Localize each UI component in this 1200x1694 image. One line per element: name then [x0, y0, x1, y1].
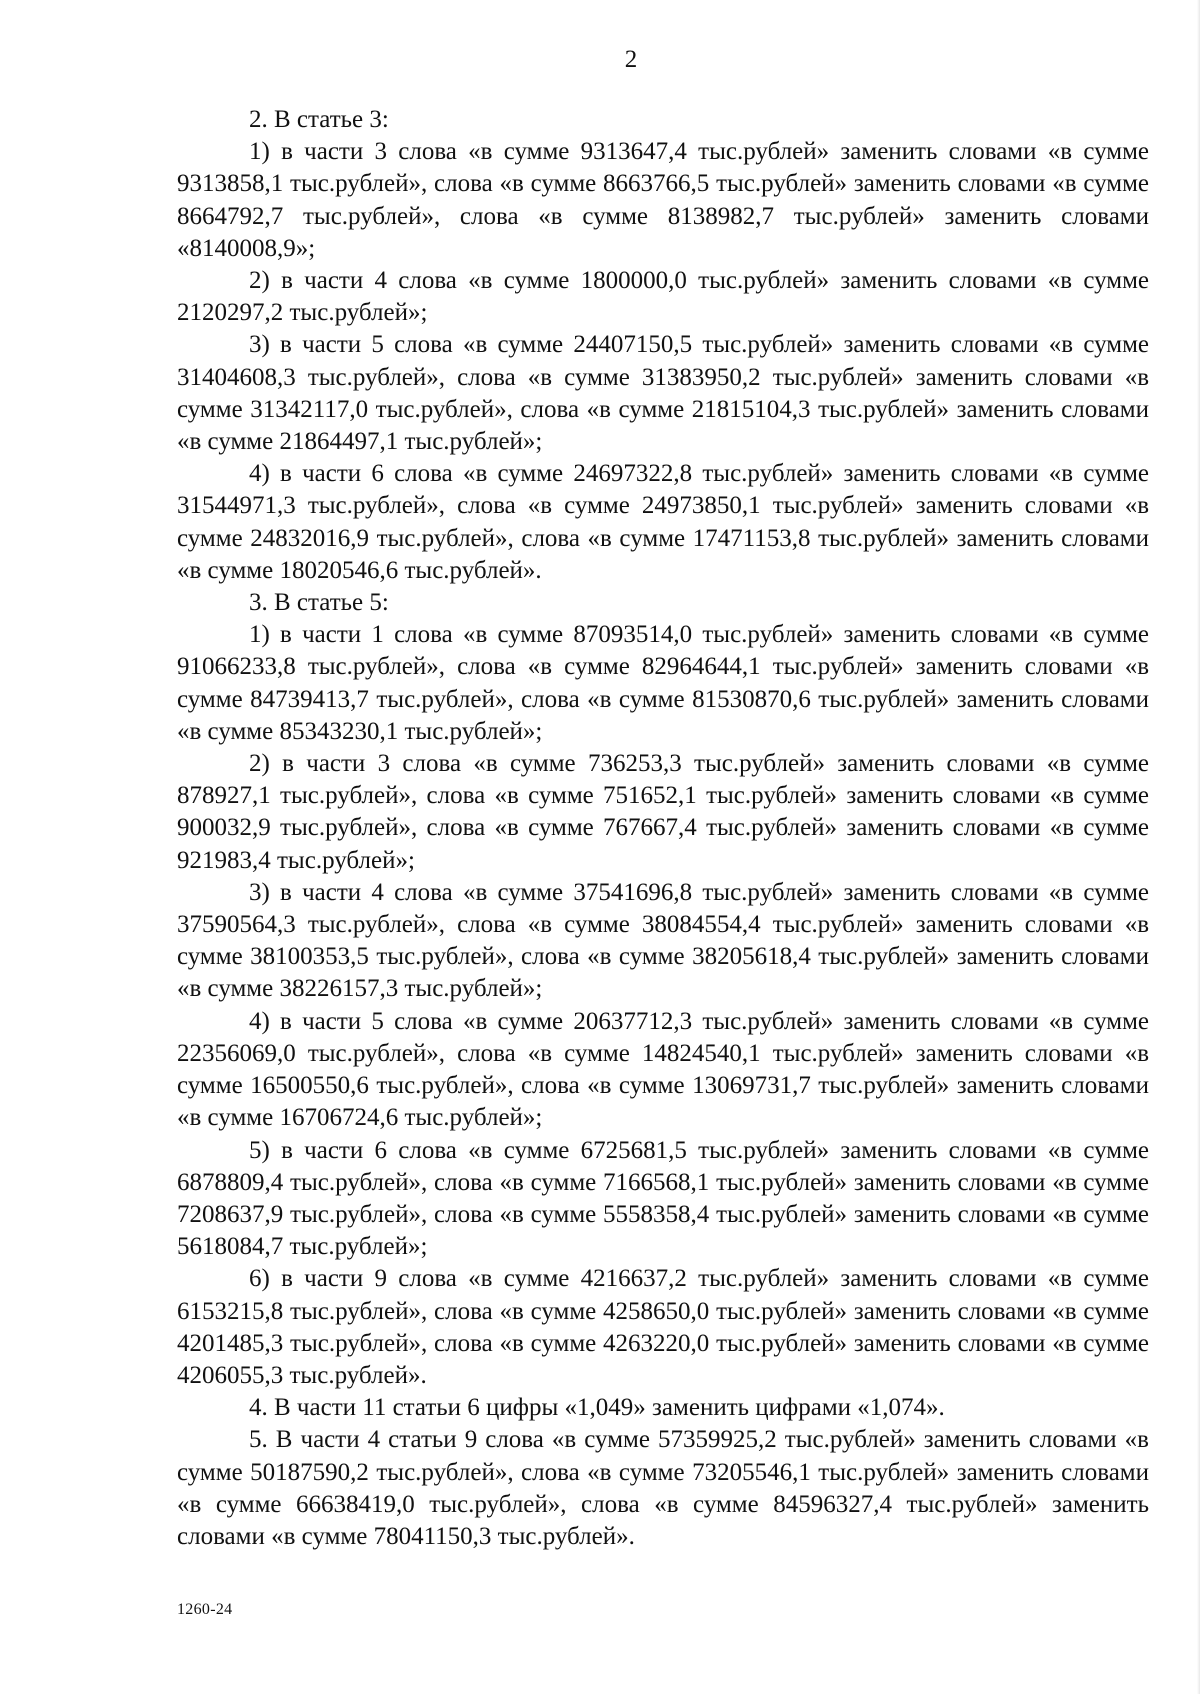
list-item: 2) в части 3 слова «в сумме 736253,3 тыс.рублей» заменить словами «в сумме 878927,1 тыс.рублей», слова «в сумме 751652,1 тыс.рублей» заменить словами «в сумме 900032,9 тыс.рублей», слова «в сумме 767667,4 тыс.рублей» заменить словами «в сумме 921983,4 тыс.рублей»; [177, 750, 1149, 874]
list-item: 1) в части 1 слова «в сумме 87093514,0 тыс.рублей» заменить словами «в сумме 91066233,8 тыс.рублей», слова «в сумме 82964644,1 тыс.рублей» заменить словами «в сумме 84739413,7 тыс.рублей», слова «в сумме 81530870,6 тыс.рублей» заменить словами «в сумме 85343230,1 тыс.рублей»; [177, 621, 1149, 745]
list-item: 4) в части 6 слова «в сумме 24697322,8 тыс.рублей» заменить словами «в сумме 31544971,3 тыс.рублей», слова «в сумме 24973850,1 тыс.рублей» заменить словами «в сумме 24832016,9 тыс.рублей», слова «в сумме 17471153,8 тыс.рублей» заменить словами «в сумме 18020546,6 тыс.рублей». [177, 460, 1149, 584]
document-code: 1260-24 [177, 1601, 233, 1618]
section-paragraph-5: 5. В части 4 статьи 9 слова «в сумме 57359925,2 тыс.рублей» заменить словами «в сумме 50187590,2 тыс.рублей», слова «в сумме 73205546,1 тыс.рублей» заменить словами «в сумме 66638419,0 тыс.рублей», слова «в сумме 84596327,4 тыс.рублей» заменить словами «в сумме 78041150,3 тыс.рублей». [177, 1426, 1149, 1550]
list-item: 3) в части 5 слова «в сумме 24407150,5 тыс.рублей» заменить словами «в сумме 31404608,3 тыс.рублей», слова «в сумме 31383950,2 тыс.рублей» заменить словами «в сумме 31342117,0 тыс.рублей», слова «в сумме 21815104,3 тыс.рублей» заменить словами «в сумме 21864497,1 тыс.рублей»; [177, 331, 1149, 456]
list-item: 2) в части 4 слова «в сумме 1800000,0 тыс.рублей» заменить словами «в сумме 2120297,2 тыс.рублей»; [177, 267, 1149, 327]
section-heading-article-5: 3. В статье 5: [249, 589, 389, 617]
section-paragraph-4: 4. В части 11 статьи 6 цифры «1,049» заменить цифрами «1,074». [249, 1394, 945, 1422]
list-item: 3) в части 4 слова «в сумме 37541696,8 тыс.рублей» заменить словами «в сумме 37590564,3 тыс.рублей», слова «в сумме 38084554,4 тыс.рублей» заменить словами «в сумме 38100353,5 тыс.рублей», слова «в сумме 38205618,4 тыс.рублей» заменить словами «в сумме 38226157,3 тыс.рублей»; [177, 878, 1149, 1003]
section-heading-article-3: 2. В статье 3: [249, 106, 389, 133]
page-number: 2 [624, 46, 638, 73]
list-item: 4) в части 5 слова «в сумме 20637712,3 тыс.рублей» заменить словами «в сумме 22356069,0 тыс.рублей», слова «в сумме 14824540,1 тыс.рублей» заменить словами «в сумме 16500550,6 тыс.рублей», слова «в сумме 13069731,7 тыс.рублей» заменить словами «в сумме 16706724,6 тыс.рублей»; [177, 1007, 1149, 1132]
list-item: 1) в части 3 слова «в сумме 9313647,4 тыс.рублей» заменить словами «в сумме 9313858,1 тыс.рублей», слова «в сумме 8663766,5 тыс.рублей» заменить словами «в сумме 8664792,7 тыс.рублей», слова «в сумме 8138982,7 тыс.рублей» заменить словами «8140008,9»; [177, 138, 1149, 262]
list-item: 5) в части 6 слова «в сумме 6725681,5 тыс.рублей» заменить словами «в сумме 6878809,4 тыс.рублей», слова «в сумме 7166568,1 тыс.рублей» заменить словами «в сумме 7208637,9 тыс.рублей», слова «в сумме 5558358,4 тыс.рублей» заменить словами «в сумме 5618084,7 тыс.рублей»; [177, 1136, 1149, 1261]
list-item: 6) в части 9 слова «в сумме 4216637,2 тыс.рублей» заменить словами «в сумме 6153215,8 тыс.рублей», слова «в сумме 4258650,0 тыс.рублей» заменить словами «в сумме 4201485,3 тыс.рублей», слова «в сумме 4263220,0 тыс.рублей» заменить словами «в сумме 4206055,3 тыс.рублей». [177, 1265, 1149, 1389]
document-body [177, 104, 1149, 1553]
